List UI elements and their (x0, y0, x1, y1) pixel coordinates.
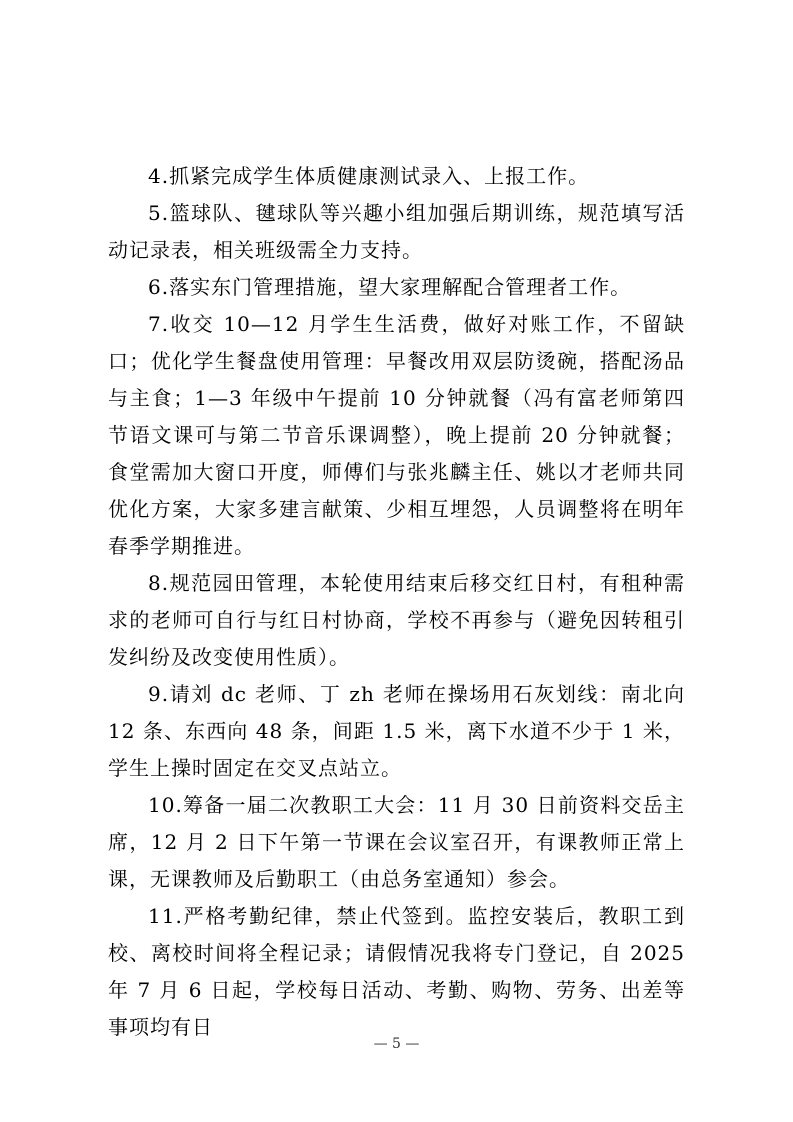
page-number: — 5 — (373, 1036, 420, 1052)
paragraph-item-9: 9.请刘 dc 老师、丁 zh 老师在操场用石灰划线：南北向 12 条、东西向 48 条，间距 1.5 米，离下水道不少于 1 米，学生上操时固定在交叉点站立。 (108, 682, 685, 780)
paragraph-item-7: 7.收交 10—12 月学生生活费，做好对账工作，不留缺口；优化学生餐盘使用管理：早餐改用双层防烫碗，搭配汤品与主食；1—3 年级中午提前 10 分钟就餐（冯有富老师第四节语文课可与第二节音乐课调整），晚上提前 20 分钟就餐；食堂需加大窗口开度，师傅们与张兆麟主任、姚以才老师共同优化方案，大家多建言献策、少相互埋怨，人员调整将在明年春季学期推进。 (108, 312, 685, 558)
paragraph-item-8: 8.规范园田管理，本轮使用结束后移交红日村，有租种需求的老师可自行与红日村协商，学校不再参与（避免因转租引发纠纷及改变使用性质）。 (108, 571, 685, 669)
document-body (108, 158, 685, 1046)
paragraph-item-6: 6.落实东门管理措施，望大家理解配合管理者工作。 (148, 275, 632, 299)
paragraph-item-4: 4.抓紧完成学生体质健康测试录入、上报工作。 (148, 164, 590, 188)
paragraph-item-11: 11.严格考勤纪律，禁止代签到。监控安装后，教职工到校、离校时间将全程记录；请假情况我将专门登记，自 2025 年 7 月 6 日起，学校每日活动、考勤、购物、劳务、出差等事项均有日 (108, 904, 685, 1039)
paragraph-item-10: 10.筹备一届二次教职工大会：11 月 30 日前资料交岳主席，12 月 2 日下午第一节课在会议室召开，有课教师正常上课，无课教师及后勤职工（由总务室通知）参会。 (108, 793, 685, 891)
paragraph-item-5: 5.篮球队、毽球队等兴趣小组加强后期训练，规范填写活动记录表，相关班级需全力支持。 (108, 201, 685, 262)
